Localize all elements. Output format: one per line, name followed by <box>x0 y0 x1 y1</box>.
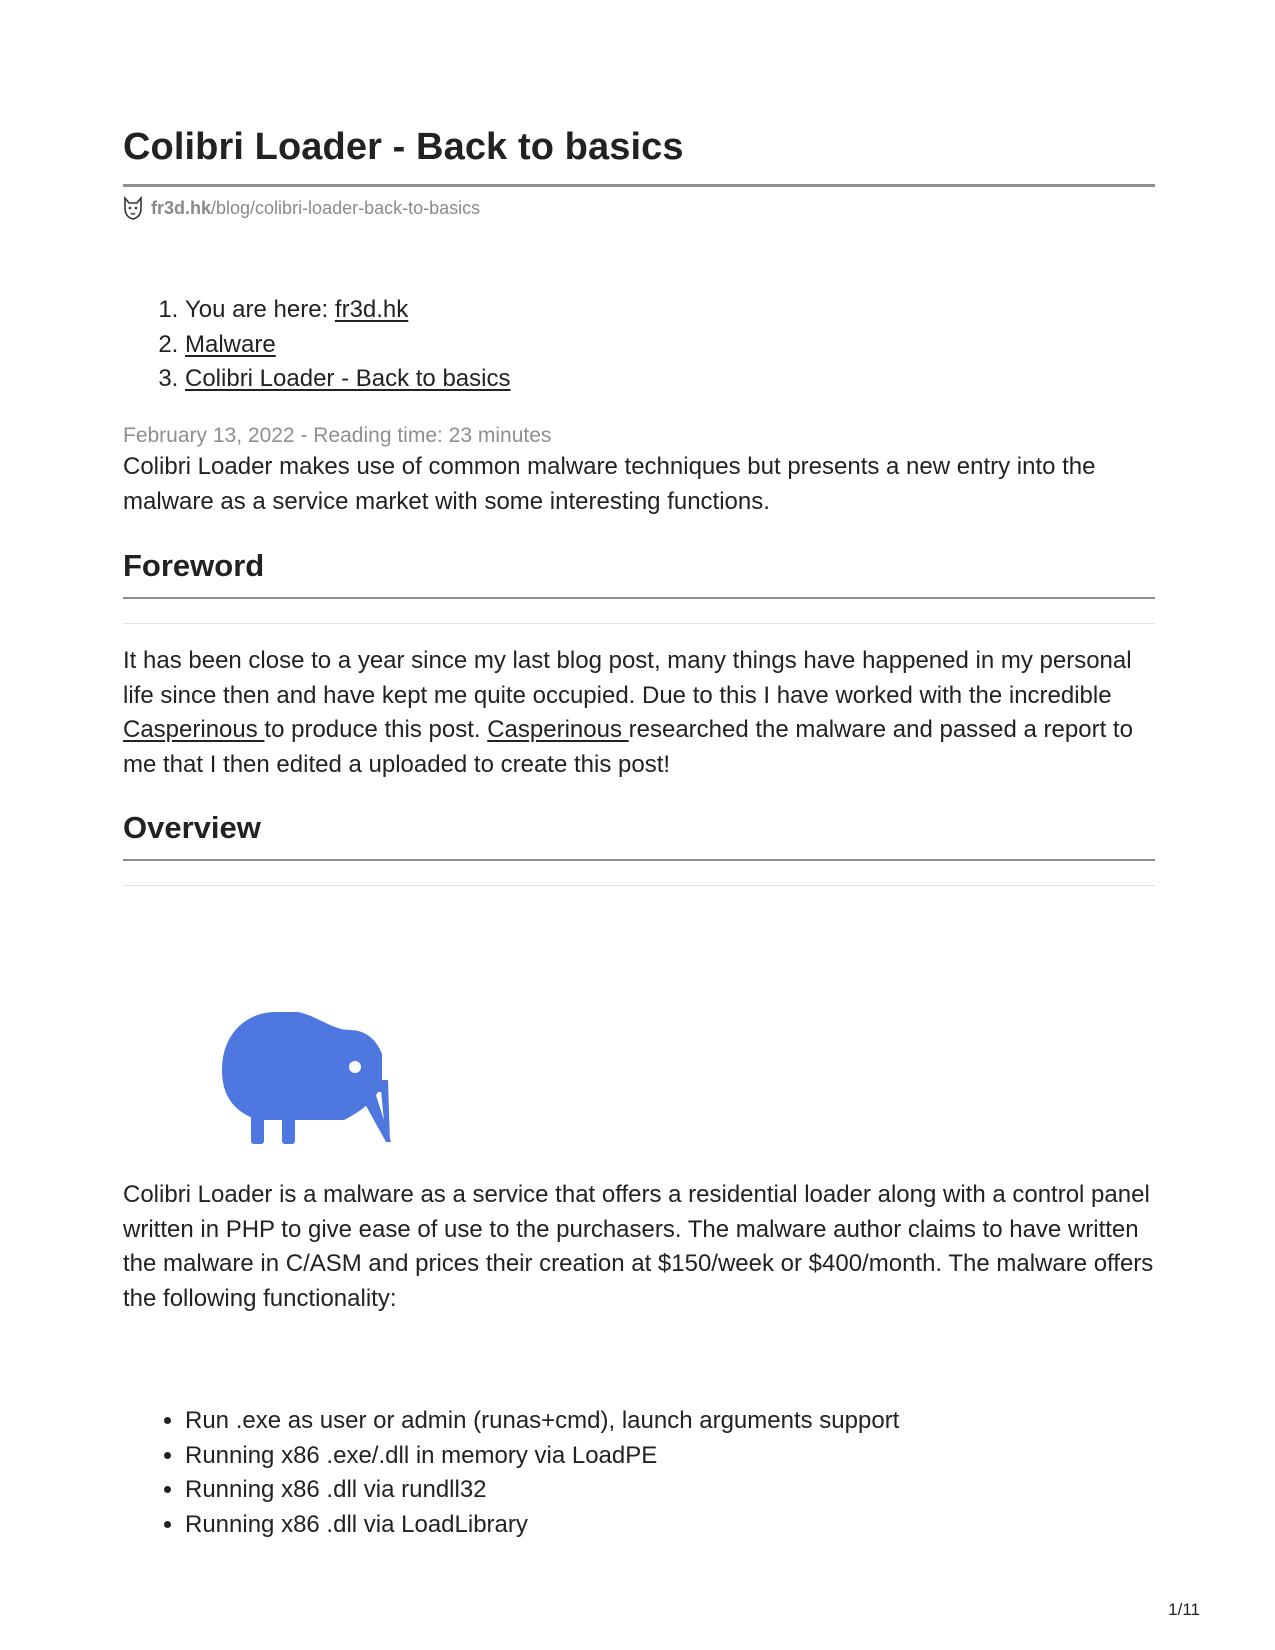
breadcrumb-item <box>185 362 510 397</box>
overview-heading: Overview <box>123 810 261 845</box>
foreword-divider <box>123 597 1155 599</box>
casperinous-link[interactable]: Casperinous <box>123 716 265 743</box>
breadcrumb-link-malware[interactable]: Malware <box>185 330 276 358</box>
post-meta: February 13, 2022 - Reading time: 23 minutes <box>123 424 552 447</box>
foreword-text: researched the malware and passed a report to me that I then edited a uploaded to create this post! <box>123 716 1133 778</box>
page-number: 1/11 <box>1168 1600 1200 1619</box>
breadcrumb-item <box>185 293 510 328</box>
foreword-subdivider <box>123 623 1155 624</box>
breadcrumb <box>123 293 510 397</box>
overview-subdivider <box>123 885 1155 886</box>
foreword-text: to produce this post. <box>264 716 488 743</box>
foreword-paragraph <box>123 644 1155 782</box>
breadcrumb-prefix: You are here: <box>185 296 335 323</box>
feature-list <box>123 1404 899 1542</box>
breadcrumb-item <box>185 328 510 363</box>
breadcrumb-link-article[interactable]: Colibri Loader - Back to basics <box>185 365 511 392</box>
intro-paragraph: Colibri Loader makes use of common malware techniques but presents a new entry into the malware as a service market with some interesting functions. <box>123 453 1096 515</box>
list-item: • Running x86 .exe/.dll in memory via LoadPE <box>185 1439 899 1474</box>
kiwi-bird-icon <box>218 1010 400 1160</box>
foreword-text: It has been close to a year since my last blog post, many things have happened in my personal life since then and have kept me quite occupied. Due to this I have worked with the incredible <box>123 647 1132 709</box>
overview-paragraph: Colibri Loader is a malware as a service that offers a residential loader along with a control panel written in PHP to give ease of use to the purchasers. The malware author claims to have written the malware in C/ASM and prices their creation at $150/week or $400/month. The malware offers the following functionality: <box>123 1181 1154 1312</box>
title-divider <box>123 184 1155 187</box>
foreword-heading: Foreword <box>123 548 265 583</box>
casperinous-link[interactable]: Casperinous <box>487 716 629 743</box>
overview-divider <box>123 859 1155 861</box>
list-item: • Running x86 .dll via rundll32 <box>185 1473 899 1508</box>
page-title: Colibri Loader - Back to basics <box>123 126 684 168</box>
fox-head-icon <box>123 196 143 220</box>
list-item: • Run .exe as user or admin (runas+cmd), launch arguments support <box>185 1404 899 1439</box>
list-item: • Running x86 .dll via LoadLibrary <box>185 1508 899 1543</box>
source-url[interactable] <box>123 196 480 220</box>
source-path: /blog/colibri-loader-back-to-basics <box>211 197 481 218</box>
source-domain: fr3d.hk <box>151 197 212 218</box>
breadcrumb-link-home[interactable]: fr3d.hk <box>334 296 409 323</box>
